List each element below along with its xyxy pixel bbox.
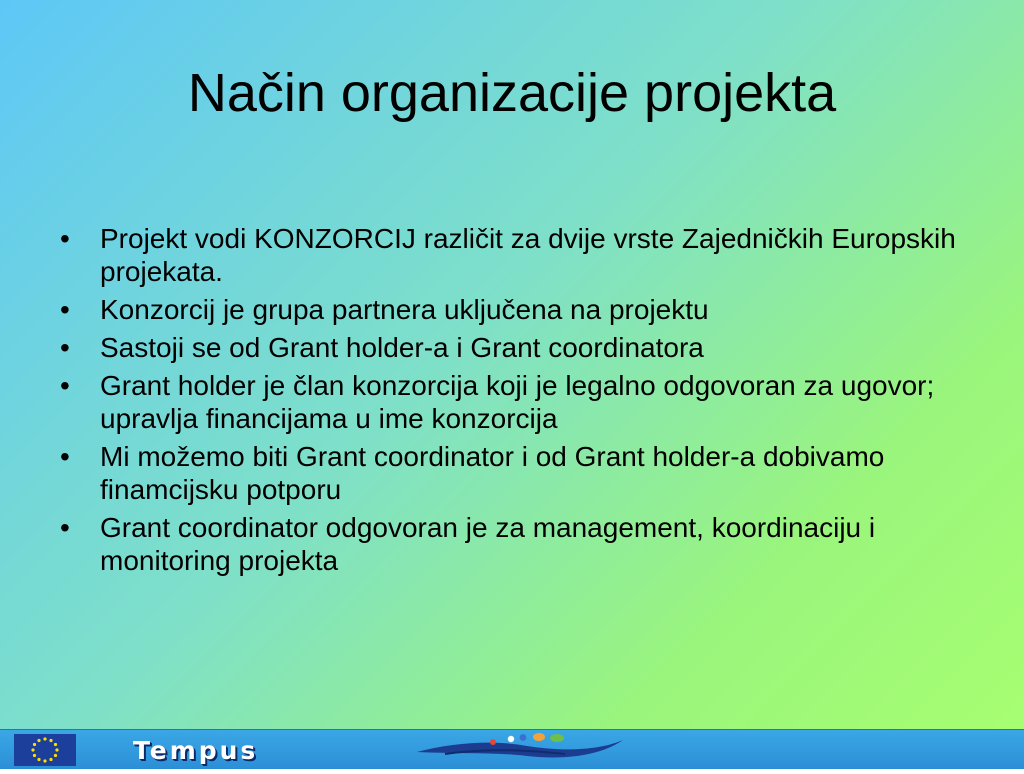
slide-title: Način organizacije projekta	[187, 63, 837, 123]
bullet-item: • Konzorcij je grupa partnera uključena na projektu	[60, 293, 980, 326]
eu-flag-icon	[14, 734, 76, 766]
bullet-item: • Sastoji se od Grant holder-a i Grant coordinatora	[60, 331, 980, 364]
tempus-wordmark: Tempus	[133, 736, 259, 765]
bullet-list	[60, 222, 980, 582]
bullet-item: • Mi možemo biti Grant coordinator i od Grant holder-a dobivamo finamcijsku potporu	[60, 440, 980, 506]
bullet-item: • Grant holder je član konzorcija koji je legalno odgovoran za ugovor; upravlja financijama u ime konzorcija	[60, 369, 980, 435]
footer-bar	[0, 729, 1024, 769]
tempus-swoosh-logo-icon	[415, 730, 625, 769]
bullet-item: • Projekt vodi KONZORCIJ različit za dvije vrste Zajedničkih Europskih projekata.	[60, 222, 980, 288]
bullet-item: • Grant coordinator odgovoran je za management, koordinaciju i monitoring projekta	[60, 511, 980, 577]
